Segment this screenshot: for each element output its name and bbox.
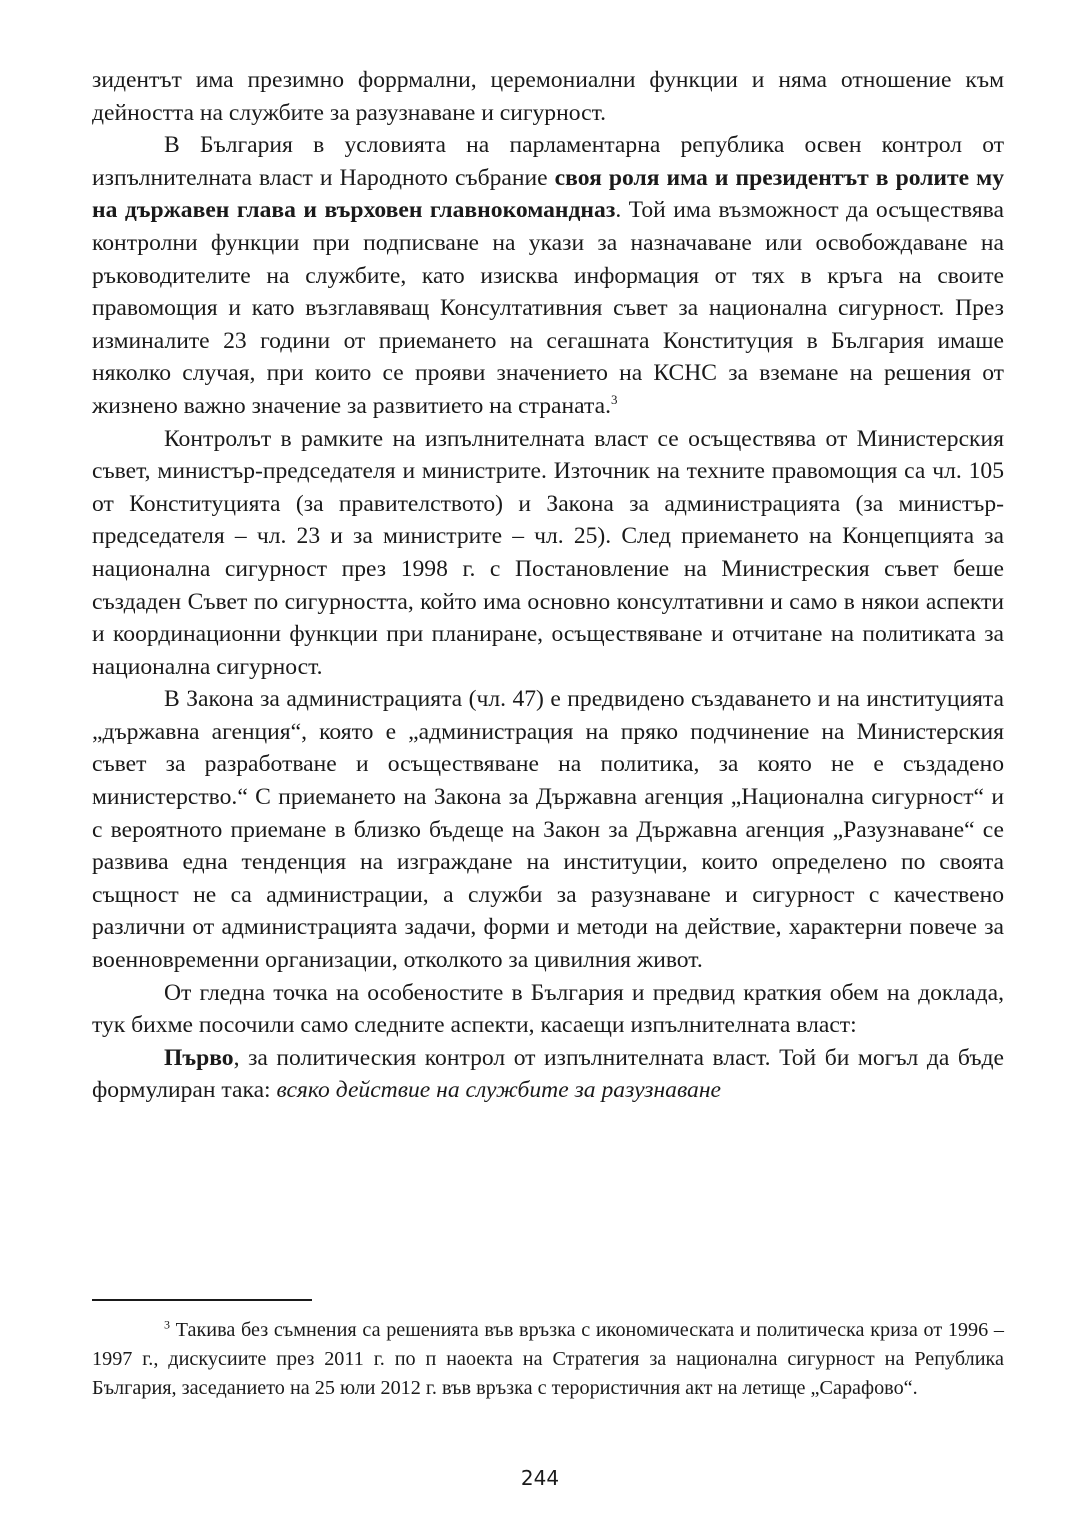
footnote-separator	[92, 1299, 312, 1301]
page-body	[92, 64, 1004, 1107]
footnote	[92, 1316, 1004, 1404]
paragraph-6-bold-text: Първо	[164, 1044, 234, 1071]
paragraph-4: В Закона за администрацията (чл. 47) е предвидено създаването и на институцията „държавна агенция“, която е „администрация на пряко подчинение на Министерския съвет за разработване и осъществяване на политика, за която не е създадено министерство.“ С приемането на Закона за Държавна агенция „Национална сигурност“ и с вероятното приемане в близко бъдеще на Закон за Държавна агенция „Разузнаване“ се развива една тенденция на изграждане на институции, които определено по своята същност не са администрации, а служби за разузнаване и сигурност с качествено различни от администрацията задачи, форми и методи на действие, характерни повече за военновременни организации, отколкото за цивилния живот.	[92, 686, 1004, 974]
paragraph-2	[92, 129, 1004, 422]
paragraph-2-text-end: . Той има възможност да осъществява контролни функции при подписване на укази за назначаване или освобождаване на ръководителите на службите, като изисква информация от тях в кръга на своите правомощия и като възглавяващ Консултативния съвет за национална сигурност. През изминалите 23 години от приемането на сегашната Конституция в България имаше няколко случая, при които се прояви значението на КСНС за вземане на решения от жизнено важно значение за развитието на страната.	[92, 197, 1004, 419]
paragraph-2-bold-text: своя роля има и президентът в ролите му на държавен глава и върховен главнокомандназ	[92, 164, 1005, 224]
footnote-reference[interactable]: 3	[610, 392, 618, 408]
footnote-number: 3	[164, 1317, 170, 1332]
paragraph-1: зидентът има презимно форрмални, церемониални функции и няма отношение към дейността на службите за разузнаване и сигурност.	[92, 67, 1004, 126]
paragraph-6	[92, 1042, 1004, 1107]
paragraph-2-text-start: В България в условията на парламентарна република освен контрол от изпълнителната власт и Народното събрание	[92, 132, 1004, 191]
paragraph-5: От гледна точка на особеностите в България и предвид краткия обем на доклада, тук бихме посочили само следните аспекти, касаещи изпълнителната власт:	[92, 979, 1004, 1039]
footnote-3	[92, 1316, 1004, 1404]
paragraph-3: Контролът в рамките на изпълнителната власт се осъществява от Министерския съвет, министър-председателя и министрите. Източник на техните правомощия са чл. 105 от Конституцията (за правителството) и Закона за администрацията (за министър-председателя – чл. 23 и за министрите – чл. 25). След приемането на Концепцията за национална сигурност през 1998 г. с Постановление на Министреския съвет беше създаден Съвет по сигурността, който има основно консултативни и само в някои аспекти и координационни функции при планиране, осъществяване и отчитане на политиката за национална сигурност.	[92, 425, 1004, 680]
paragraph-6-italic-text: всяко действие на службите за разузнаване	[276, 1077, 722, 1104]
footnote-text: Такива без съмнения са решенията във връзка с икономическата и политическа криза от 1996 – 1997 г., дискусиите през 2011 г. по п наоекта на Стратегия за национална сигурност на Република България, заседанието на 25 юли 2012 г. във връзка с терористичния акт на летище „Сарафово“.	[92, 1319, 1004, 1400]
paragraph-6-text: , за политическия контрол от изпълнителната власт. Той би могъл да бъде формулиран така:	[92, 1044, 1004, 1104]
page-number: 244	[520, 1466, 560, 1490]
